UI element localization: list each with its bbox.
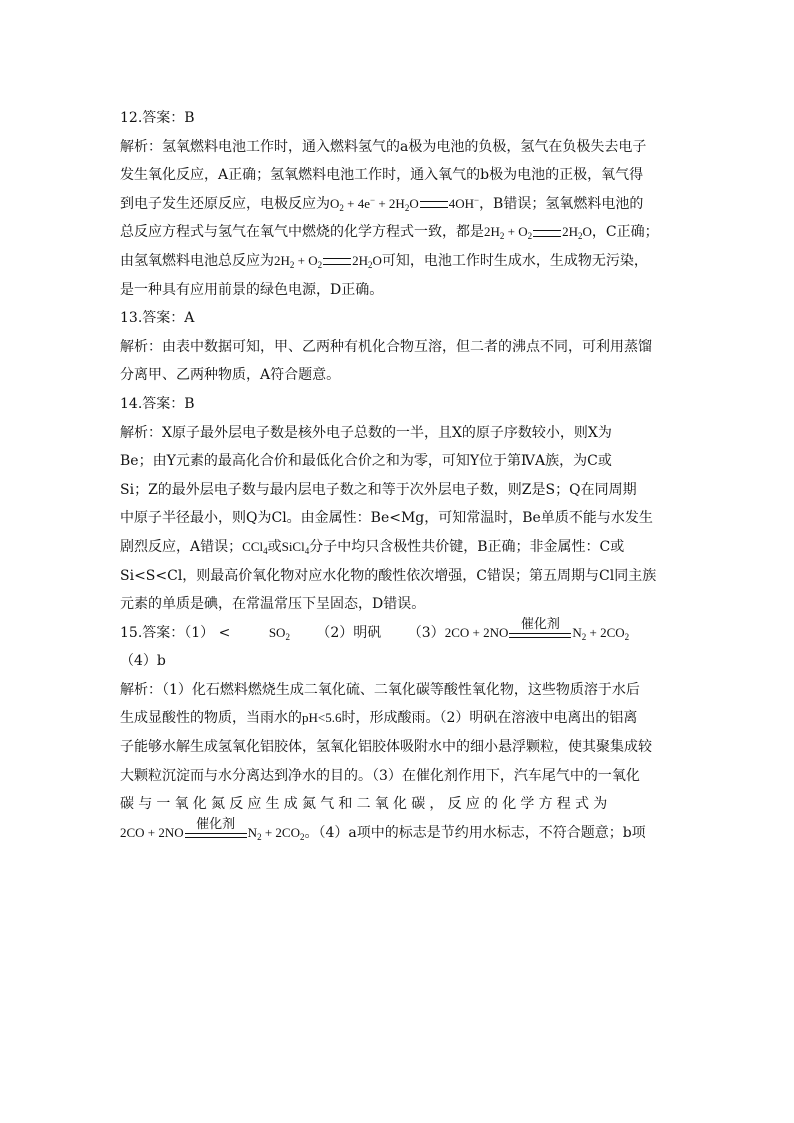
q12-line-3: 到电子发生还原反应，电极反应为$O_2 + 4e^- + 2H_2O$ 4OH−，B错误；氢氧燃料电池的 [120, 194, 644, 213]
q15-answer-4: （4）b [120, 653, 166, 670]
q12-line-6: 是一种具有应用前景的绿色电源，D正确。 [120, 281, 384, 298]
catalytic-equation-2: 2CO + 2NO 催化剂 $N_2 + 2CO_2$ [120, 825, 304, 840]
q15-line-5: 碳与一氧化氮反应生成氮气和二氧化碳，反应的化学方程式为 [120, 796, 612, 813]
answer-content [120, 104, 680, 847]
q13-line-1: 解析：由表中数据可知，甲、乙两种有机化合物互溶，但二者的沸点不同，可利用蒸馏 [120, 338, 652, 355]
q14-line-2: Be；由Y元素的最高化合价和最低化合价之和为零，可知Y位于第ⅣA族，为C或 [120, 453, 612, 470]
so2-formula: $SO_2$ [268, 624, 290, 642]
q15-line-2: 生成显酸性的物质，当雨水的pH<5.6时，形成酸雨。（2）明矾在溶液中电离出的铝离 [120, 710, 638, 727]
catalyst-label: 催化剂 [520, 616, 560, 632]
total-equation: $2H_2 + O_2$ $2H_2O$ [484, 224, 592, 242]
q12-line-1: 解析：氢氧燃料电池工作时，通入燃料氢气的a极为电池的负极，氢气在负极失去电子 [120, 138, 647, 155]
q13-line-2: 分离甲、乙两种物质，A符合题意。 [120, 367, 341, 384]
q12-line-5: 由氢氧燃料电池总反应为$2H_2 + O_2$ $2H_2O$可知，电池工作时生成水，生成物无污染， [120, 252, 648, 270]
q15-answer-line: 15.答案：$(1) < SO_2$ （2）明矾 （3）2CO + 2NO 催化剂 $N_2 + 2CO_2$ [120, 619, 680, 648]
q13-answer: 13.答案：A [120, 310, 195, 327]
q12-answer: 12.答案：B [120, 110, 195, 126]
q14-line-7: 元素的单质是碘，在常温常压下呈固态，D错误。 [120, 596, 426, 613]
q14-line-3: Si；Z的最外层电子数与最内层电子数之和等于次外层电子数，则Z是S；Q在同周期 [120, 481, 637, 498]
q15-line-4: 大颗粒沉淀而与水分离达到净水的目的。（3）在催化剂作用下，汽车尾气中的一氧化 [120, 767, 640, 784]
electrode-equation: $O_2 + 4e^- + 2H_2O$ 4OH− [330, 194, 480, 213]
ccl4-formula: CCl$_4$ [242, 538, 268, 556]
sicl4-formula: SiCl$_4$ [281, 538, 310, 556]
q15-line-6: 2CO + 2NO 催化剂 $N_2 + 2CO_2$。（4）a项中的标志是节约用水标志，不符合题意；b项 [120, 819, 680, 848]
total-equation-2: $2H_2 + O_2$ $2H_2O$ [274, 252, 382, 270]
q14-line-5: 剧烈反应，A错误；CCl$_4$或SiCl$_4$分子中均只含极性共价键，B正确；非金属性：C或 [120, 538, 625, 556]
q14-line-1: 解析：X原子最外层电子数是核外电子总数的一半，且X的原子序数较小，则X为 [120, 424, 612, 441]
q15-line-3: 子能够水解生成氢氧化铝胶体，氢氧化铝胶体吸附水中的细小悬浮颗粒，使其聚集成较 [120, 739, 652, 756]
catalytic-equation: 2CO + 2NO 催化剂 $N_2 + 2CO_2$ [445, 625, 629, 640]
q14-line-6: Si<S<Cl，则最高价氧化物对应水化物的酸性依次增强，C错误；第五周期与Cl同主族 [120, 567, 657, 584]
q14-line-4: 中原子半径最小，则Q为Cl。由金属性：Be<Mg，可知常温时，Be单质不能与水发生 [120, 510, 653, 527]
ph-value: pH<5.6 [302, 710, 342, 726]
q14-answer: 14.答案：B [120, 395, 195, 412]
q12-line-2: 发生氧化反应，A正确；氢氧燃料电池工作时，通入氧气的b极为电池的正极，氧气得 [120, 167, 644, 184]
q12-line-4: 总反应方程式与氢气在氧气中燃烧的化学方程式一致，都是$2H_2 + O_2$ $2H_2O$，C正确； [120, 224, 659, 242]
q15-line-1: 解析：（1）化石燃料燃烧生成二氧化硫、二氧化碳等酸性氧化物，这些物质溶于水后 [120, 681, 640, 698]
catalyst-label-2: 催化剂 [196, 816, 236, 832]
